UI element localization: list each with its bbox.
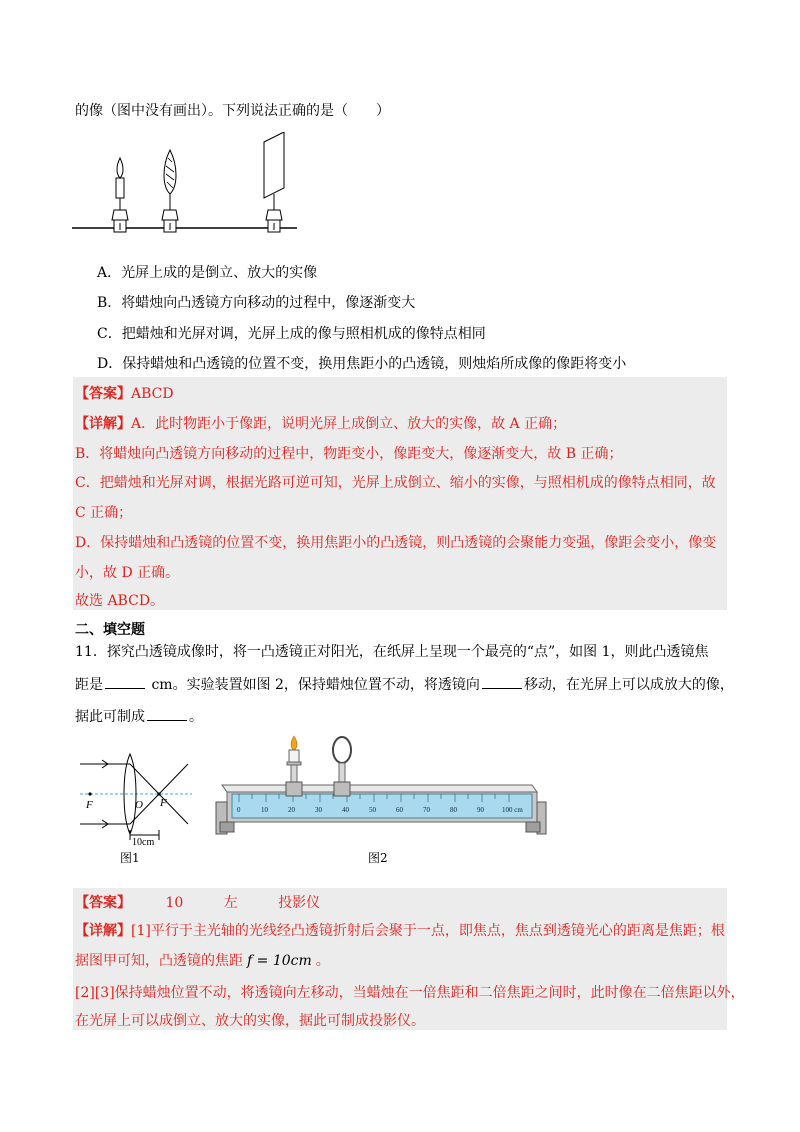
- ruler-label-90: 90: [477, 806, 484, 814]
- fig1-label-dist: 10cm: [132, 837, 155, 846]
- section-title: 二、填空题: [75, 622, 145, 638]
- lens-drawing: [162, 150, 178, 232]
- fig2-caption: 图2: [368, 851, 388, 865]
- detail-tag: 【详解】: [75, 416, 131, 432]
- fig1-label-f-right: F: [160, 797, 167, 809]
- q10-detail-line-1: 【详解】A．此时物距小于像距，说明光屏上成倒立、放大的实像，故 A 正确；: [75, 416, 567, 432]
- q10-detail-line-7: 故选 ABCD。: [75, 593, 165, 609]
- q11-detail-line-3: [2][3]保持蜡烛位置不动，将透镜向左移动，当蜡烛在一倍焦距和二倍焦距之间时，此时像在二倍焦距以外，: [75, 985, 745, 1001]
- answer-2: 左: [223, 895, 238, 911]
- q10-detail-line-6: 小，故 D 正确。: [75, 565, 180, 581]
- fig2-candle: [287, 736, 301, 787]
- q10-option-c: C．把蜡烛和光屏对调，光屏上成的像与照相机成的像特点相同: [97, 326, 486, 342]
- q10-detail-line-2: B．将蜡烛向凸透镜方向移动的过程中，物距变小，像距变大，像逐渐变大，故 B 正确；: [75, 446, 623, 462]
- ruler-label-0: 0: [237, 806, 241, 814]
- fig2-optical-bench: [212, 730, 547, 840]
- screen-drawing: [264, 132, 284, 232]
- fig1-label-f-left: F: [86, 799, 93, 811]
- focal-formula: f = 10cm: [247, 953, 312, 969]
- q10-option-a: A．光屏上成的是倒立、放大的实像: [97, 265, 318, 281]
- q10-option-d: D．保持蜡烛和凸透镜的位置不变，换用焦距小的凸透镜，则烛焰所成像的像距将变小: [97, 356, 627, 372]
- answer-tag: 【答案】: [75, 386, 131, 402]
- ruler-label-30: 30: [315, 806, 322, 814]
- fig1-lens-diagram: [80, 748, 200, 846]
- q10-detail-line-5: D．保持蜡烛和凸透镜的位置不变，换用焦距小的凸透镜，则凸透镜的会聚能力变强，像距会变小，像变: [75, 535, 717, 551]
- ruler-label-10: 10: [261, 806, 268, 814]
- detail-tag: 【详解】: [75, 923, 131, 939]
- candle-drawing: [112, 158, 128, 232]
- blank-3: [147, 706, 187, 721]
- answer-1: 10: [165, 895, 184, 911]
- ruler-label-40: 40: [342, 806, 349, 814]
- q11-stem-line-1: 11．探究凸透镜成像时，将一凸透镜正对阳光，在纸屏上呈现一个最亮的“点”，如图 1，则此凸透镜焦: [75, 644, 709, 660]
- fig1-label-o: O: [135, 799, 143, 811]
- blank-1: [105, 674, 145, 689]
- q11-answer: [75, 893, 320, 913]
- ruler-label-100: 100 cm: [502, 806, 523, 814]
- q11-detail-line-4: 在光屏上可以成倒立、放大的实像，据此可制成投影仪。: [75, 1013, 425, 1029]
- answer-3: 投影仪: [278, 895, 321, 911]
- q10-detail-line-4: C 正确；: [75, 505, 133, 521]
- q10-detail-line-3: C．把蜡烛和光屏对调，根据光路可逆可知，光屏上成倒立、缩小的实像，与照相机成的像特点相同，故: [75, 475, 716, 491]
- ruler-label-80: 80: [450, 806, 457, 814]
- ruler-label-60: 60: [396, 806, 403, 814]
- q11-stem-line-3: 据此可制成 。: [75, 706, 203, 727]
- q10-figure: [72, 132, 302, 244]
- blank-2: [482, 674, 522, 689]
- q10-answer: [75, 384, 174, 404]
- q11-stem-line-2: 距是 cm。实验装置如图 2，保持蜡烛位置不动，将透镜向 移动，在光屏上可以成放大的像，: [75, 674, 734, 695]
- q11-detail-line-2: 据图甲可知，凸透镜的焦距 f = 10cm 。: [75, 953, 330, 969]
- fig1-caption: 图1: [120, 851, 140, 865]
- fig2-lens: [333, 737, 351, 787]
- q10-option-b: B．将蜡烛向凸透镜方向移动的过程中，像逐渐变大: [97, 295, 416, 311]
- ruler-label-50: 50: [369, 806, 376, 814]
- ruler-label-20: 20: [288, 806, 295, 814]
- answer-tag: 【答案】: [75, 895, 131, 911]
- q10-stem: 的像（图中没有画出）。下列说法正确的是（ ）: [75, 103, 390, 119]
- answer-value: ABCD: [131, 386, 174, 402]
- q11-detail-line-1: 【详解】[1]平行于主光轴的光线经凸透镜折射后会聚于一点，即焦点，焦点到透镜光心的距离是焦距；根: [75, 923, 725, 939]
- ruler-label-70: 70: [423, 806, 430, 814]
